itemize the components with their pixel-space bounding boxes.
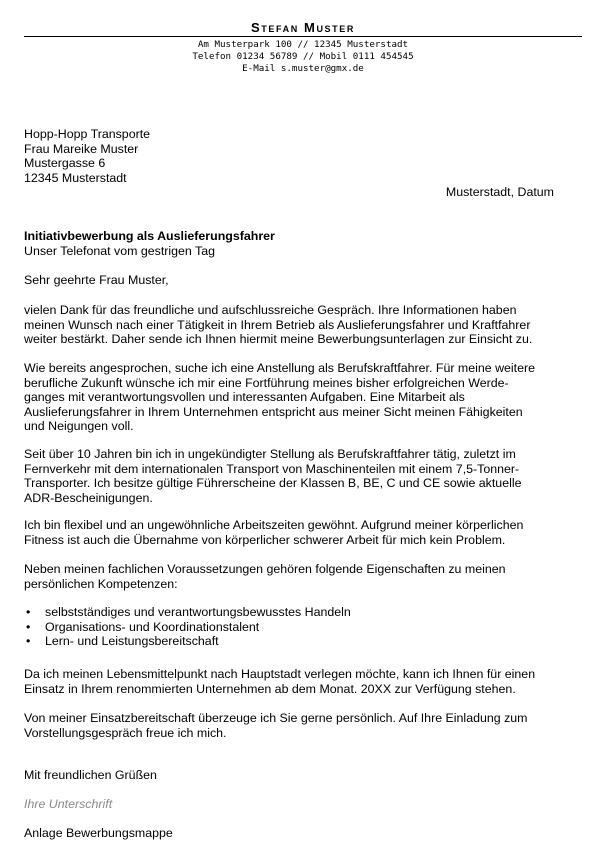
letterhead-divider — [24, 36, 582, 37]
paragraph-line: weiter bestärkt. Daher sende ich Ihnen hiermit meine Bewerbungsunterlagen zur Einsicht zu. — [24, 332, 533, 347]
subject-block — [24, 229, 564, 258]
recipient-street: Mustergasse 6 — [24, 156, 106, 171]
paragraph-line: berufliche Zukunft wünsche ich mir eine Fortführung meines bisher erfolgreichen Werde- — [24, 375, 509, 390]
paragraph-line: ADR-Bescheinigungen. — [24, 490, 153, 505]
paragraph-line: Ich bin flexibel und an ungewöhnliche Arbeitszeiten gewöhnt. Aufgrund meiner körperlichen — [24, 518, 524, 532]
paragraph-2 — [24, 361, 564, 434]
bullet-icon: • — [26, 605, 31, 619]
enclosure-note: Anlage Bewerbungsmappe — [24, 826, 173, 840]
letterhead — [24, 20, 582, 75]
paragraph-line: Auslieferungsfahrer in Ihrem Unternehmen entspricht aus meiner Sicht meinen Fähigkeiten — [24, 404, 523, 419]
signature-placeholder: Ihre Unterschrift — [24, 797, 113, 811]
paragraph-line: Fitness ist auch die Übernahme von körperlicher schwerer Arbeit für mich kein Problem. — [24, 532, 506, 547]
recipient-company: Hopp-Hopp Transporte — [24, 127, 151, 141]
paragraph-line: meinen Wunsch nach einer Tätigkeit in Ihrem Betrieb als Auslieferungsfahrer und Kraftfahrer — [24, 317, 531, 332]
bullet-icon: • — [26, 619, 31, 634]
paragraph-line: Von meiner Einsatzbereitschaft überzeuge ich Sie gerne persönlich. Auf Ihre Einladung zum — [24, 711, 528, 725]
paragraph-line: Fernverkehr mit dem internationalen Transport von Maschinenteilen mit einem 7,5-Tonner- — [24, 461, 520, 476]
place-date: Musterstadt, Datum — [445, 185, 554, 199]
reference-line: Unser Telefonat vom gestrigen Tag — [24, 243, 216, 258]
competence-list — [24, 605, 351, 649]
paragraph-line: Vorstellungsgespräch freue ich mich. — [24, 725, 227, 740]
paragraph-1 — [24, 303, 564, 347]
recipient-city: 12345 Musterstadt — [24, 170, 127, 185]
paragraph-5 — [24, 562, 564, 591]
paragraph-line: vielen Dank für das freundliche und aufschlussreiche Gespräch. Ihre Informationen haben — [24, 303, 517, 317]
paragraph-3 — [24, 447, 564, 505]
closing-formula: Mit freundlichen Grüßen — [24, 768, 157, 782]
list-item — [24, 634, 351, 649]
list-item-text: Lern- und Leistungsbereitschaft — [45, 634, 219, 649]
list-item-text: Organisations- und Koordinationstalent — [45, 619, 260, 634]
paragraph-7 — [24, 711, 564, 740]
paragraph-line: ganges mit verantwortungsvollen und interessanten Aufgaben. Eine Mitarbeit als — [24, 390, 465, 405]
sender-address: Am Musterpark 100 // 12345 Musterstadt — [197, 39, 409, 50]
paragraph-line: Transporter. Ich besitze gültige Führerscheine der Klassen B, BE, C und CE sowie aktuelle — [24, 476, 522, 491]
paragraph-4 — [24, 518, 564, 547]
subject-line: Initiativbewerbung als Auslieferungsfahrer — [24, 229, 275, 243]
sender-phone: Telefon 01234 56789 // Mobil 0111 454545 — [192, 51, 414, 62]
sender-name: Stefan Muster — [251, 20, 355, 35]
list-item — [24, 605, 351, 620]
paragraph-line: Neben meinen fachlichen Voraussetzungen gehören folgende Eigenschaften zu meinen — [24, 562, 506, 576]
paragraph-line: Wie bereits angesprochen, suche ich eine Anstellung als Berufskraftfahrer. Für meine weitere — [24, 361, 536, 375]
bullet-icon: • — [26, 634, 31, 649]
recipient-address — [24, 127, 564, 185]
paragraph-line: Da ich meinen Lebensmittelpunkt nach Hauptstadt verlegen möchte, kann ich Ihnen für einen — [24, 667, 536, 681]
paragraph-line: persönlichen Kompetenzen: — [24, 576, 178, 591]
paragraph-6 — [24, 667, 564, 696]
paragraph-line: Seit über 10 Jahren bin ich in ungekündigter Stellung als Berufskraftfahrer tätig, zuletzt im — [24, 447, 516, 461]
paragraph-line: und Neigungen voll. — [24, 419, 134, 434]
sender-email: E-Mail s.muster@gmx.de — [242, 63, 364, 74]
salutation: Sehr geehrte Frau Muster, — [24, 273, 169, 287]
recipient-person: Frau Mareike Muster — [24, 141, 139, 156]
list-item — [24, 620, 351, 635]
list-item-text: selbstständiges und verantwortungsbewusstes Handeln — [45, 605, 351, 619]
paragraph-line: Einsatz in Ihrem renommierten Unternehmen ab dem Monat. 20XX zur Verfügung stehen. — [24, 681, 516, 696]
